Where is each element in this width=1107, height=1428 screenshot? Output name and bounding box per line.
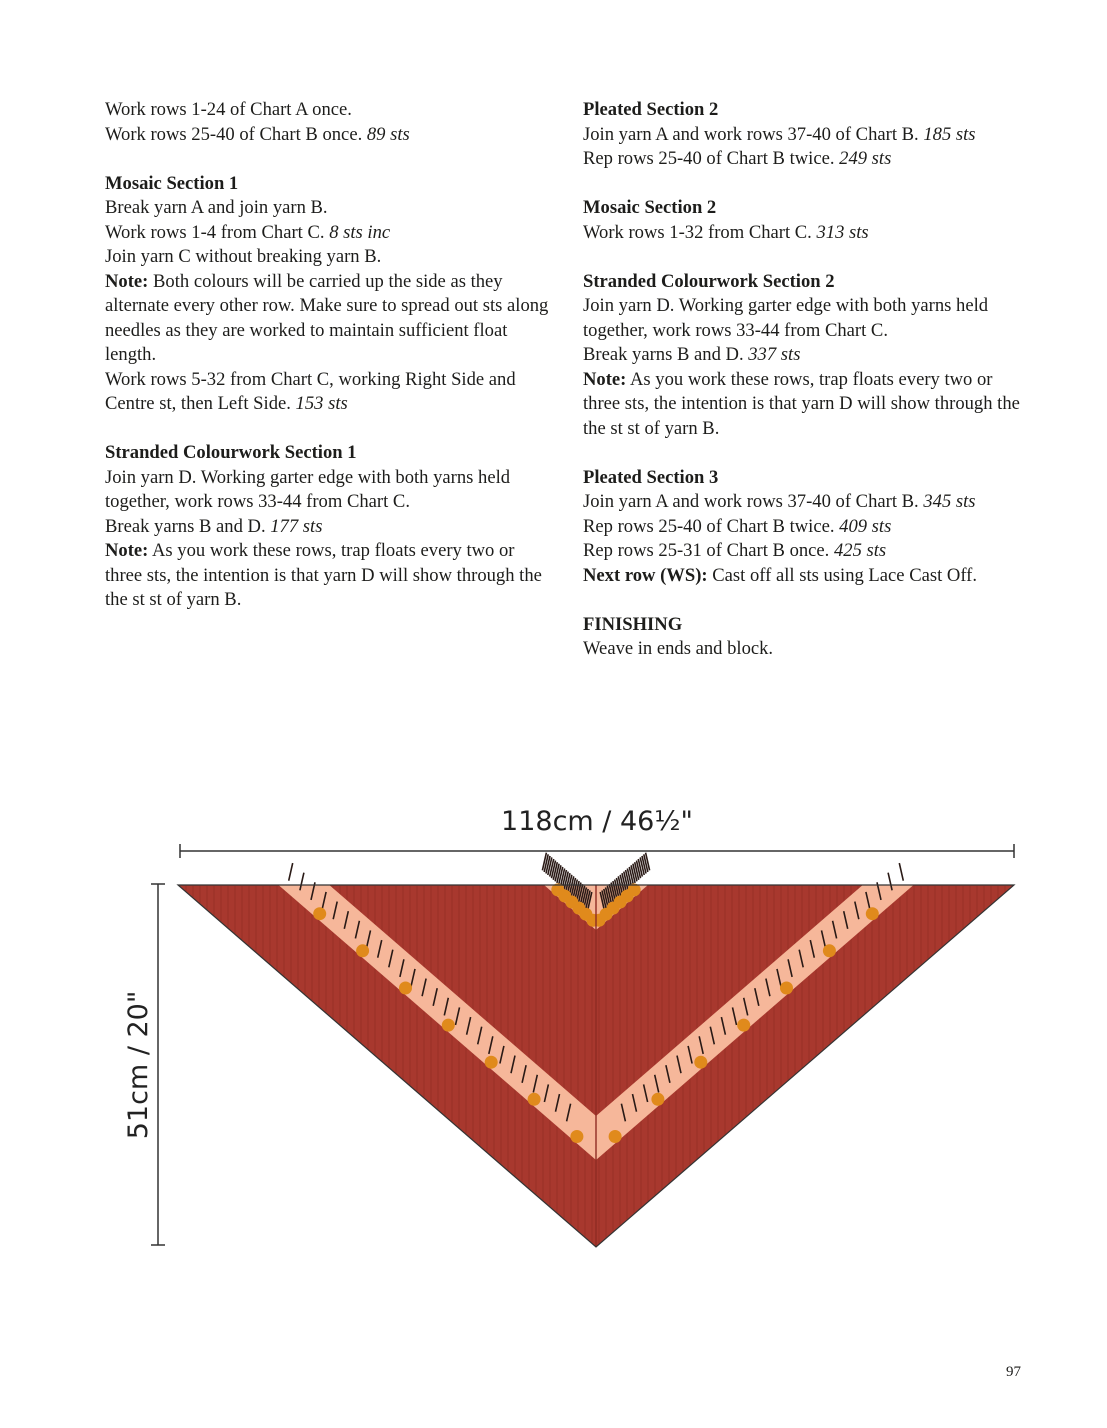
- instruction-text: Rep rows 25-40 of Chart B twice.: [583, 515, 840, 537]
- instruction-text: Work rows 25-40 of Chart B once.: [105, 123, 367, 145]
- instruction-text: Break yarn A and join yarn B.: [105, 197, 328, 218]
- instruction-line: [105, 245, 555, 270]
- instruction-text: As you work these rows, trap floats every two or three sts, the intention is that yarn D will show through the the st st of yarn B.: [105, 540, 542, 610]
- stitch-count: 8 sts inc: [329, 221, 391, 243]
- instruction-text: Join yarn A and work rows 37-40 of Chart B.: [583, 123, 924, 145]
- instruction-line: [105, 98, 555, 123]
- instruction-line: [583, 368, 1023, 442]
- section-heading: Mosaic Section 2: [583, 197, 717, 218]
- dot-motif: [442, 1019, 455, 1032]
- height-measure: [123, 884, 165, 1245]
- instruction-line: [105, 539, 555, 613]
- instruction-line: [583, 294, 1023, 343]
- instruction-line: [583, 147, 1023, 172]
- instruction-text: Weave in ends and block.: [583, 638, 774, 659]
- note-label: Note:: [105, 540, 149, 561]
- instruction-section: [105, 98, 555, 147]
- instruction-text: Break yarns B and D.: [583, 344, 749, 365]
- dot-motif: [823, 944, 836, 957]
- instruction-text: Break yarns B and D.: [105, 515, 271, 537]
- stitch-count: 313 sts: [816, 221, 869, 243]
- dot-motif: [780, 982, 793, 995]
- instruction-text: Both colours will be carried up the side as they alternate every other row. Make sure to spread out sts along needles as they are worked to maintain sufficient float length.: [105, 270, 549, 365]
- dot-motif: [485, 1056, 498, 1069]
- note-label: Note:: [583, 368, 627, 390]
- instruction-line: [105, 368, 555, 417]
- instruction-text: Work rows 1-32 from Chart C.: [583, 221, 817, 243]
- shawl-triangle: [178, 853, 1014, 1247]
- section-heading: Pleated Section 2: [583, 99, 719, 120]
- section-heading: FINISHING: [583, 613, 683, 635]
- dot-motif: [651, 1093, 664, 1106]
- stitch-count: 337 sts: [748, 344, 801, 365]
- instruction-text: Join yarn C without breaking yarn B.: [105, 246, 382, 267]
- instruction-section: [105, 172, 555, 417]
- dot-motif: [694, 1056, 707, 1069]
- instruction-line: [583, 490, 1023, 515]
- instruction-line: [105, 515, 555, 540]
- shawl-schematic: [110, 790, 1050, 1270]
- instruction-section: [583, 196, 1023, 245]
- instruction-line: [583, 515, 1023, 540]
- instruction-text: Join yarn A and work rows 37-40 of Chart B.: [583, 491, 924, 512]
- dot-motif: [528, 1093, 541, 1106]
- instruction-section: [583, 270, 1023, 442]
- right-column: [583, 98, 1023, 686]
- stitch-count: 89 sts: [366, 123, 410, 145]
- instruction-line: [105, 466, 555, 515]
- instruction-text: Work rows 5-32 from Chart C, working Right Side and Centre st, then Left Side.: [105, 368, 516, 414]
- left-column: [105, 98, 555, 637]
- instruction-text: As you work these rows, trap floats every two or three sts, the intention is that yarn D will show through the the st st of yarn B.: [583, 368, 1020, 439]
- stitch-count: 153 sts: [295, 393, 348, 414]
- dot-motif: [399, 982, 412, 995]
- instruction-line: [583, 539, 1023, 564]
- instruction-line: [583, 343, 1023, 368]
- instruction-text: Work rows 1-4 from Chart C.: [105, 221, 330, 243]
- dot-motif: [570, 1130, 583, 1143]
- instruction-section: [583, 613, 1023, 662]
- stitch-count: 249 sts: [839, 148, 892, 169]
- instruction-line: [105, 221, 555, 246]
- instruction-text: Rep rows 25-31 of Chart B once.: [583, 540, 834, 561]
- instruction-line: [583, 637, 1023, 662]
- instruction-text: Cast off all sts using Lace Cast Off.: [707, 564, 978, 586]
- instruction-line: [583, 564, 1023, 589]
- dot-motif: [866, 907, 879, 920]
- width-label: 118cm / 46½": [501, 806, 693, 837]
- instruction-text: Rep rows 25-40 of Chart B twice.: [583, 148, 840, 169]
- dot-motif: [737, 1019, 750, 1032]
- stitch-count: 409 sts: [839, 515, 892, 537]
- instruction-section: [583, 98, 1023, 172]
- section-heading: Stranded Colourwork Section 1: [105, 442, 357, 463]
- instruction-section: [105, 441, 555, 613]
- instruction-section: [583, 466, 1023, 589]
- instruction-line: [105, 270, 555, 368]
- dot-motif: [609, 1130, 622, 1143]
- note-label: Note:: [105, 270, 149, 292]
- section-heading: Pleated Section 3: [583, 466, 719, 488]
- instruction-text: Join yarn D. Working garter edge with both yarns held together, work rows 33-44 from Chart C.: [583, 295, 989, 341]
- stitch-count: 185 sts: [923, 123, 976, 145]
- dot-motif: [356, 944, 369, 957]
- stitch-count: 177 sts: [270, 515, 323, 537]
- instruction-line: [105, 196, 555, 221]
- instruction-line: [583, 221, 1023, 246]
- instruction-line: [105, 123, 555, 148]
- instruction-text: Work rows 1-24 of Chart A once.: [105, 99, 352, 120]
- instruction-line: [583, 123, 1023, 148]
- stitch-count: 345 sts: [923, 491, 976, 512]
- section-heading: Mosaic Section 1: [105, 172, 239, 194]
- stitch-count: 425 sts: [833, 540, 887, 561]
- section-heading: Stranded Colourwork Section 2: [583, 270, 835, 292]
- width-measure: [180, 806, 1014, 858]
- instruction-text: Join yarn D. Working garter edge with both yarns held together, work rows 33-44 from Chart C.: [105, 466, 511, 512]
- dot-motif: [313, 907, 326, 920]
- height-label: 51cm / 20": [123, 990, 154, 1140]
- note-label: Next row (WS):: [583, 564, 708, 586]
- page-number: 97: [1006, 1364, 1021, 1380]
